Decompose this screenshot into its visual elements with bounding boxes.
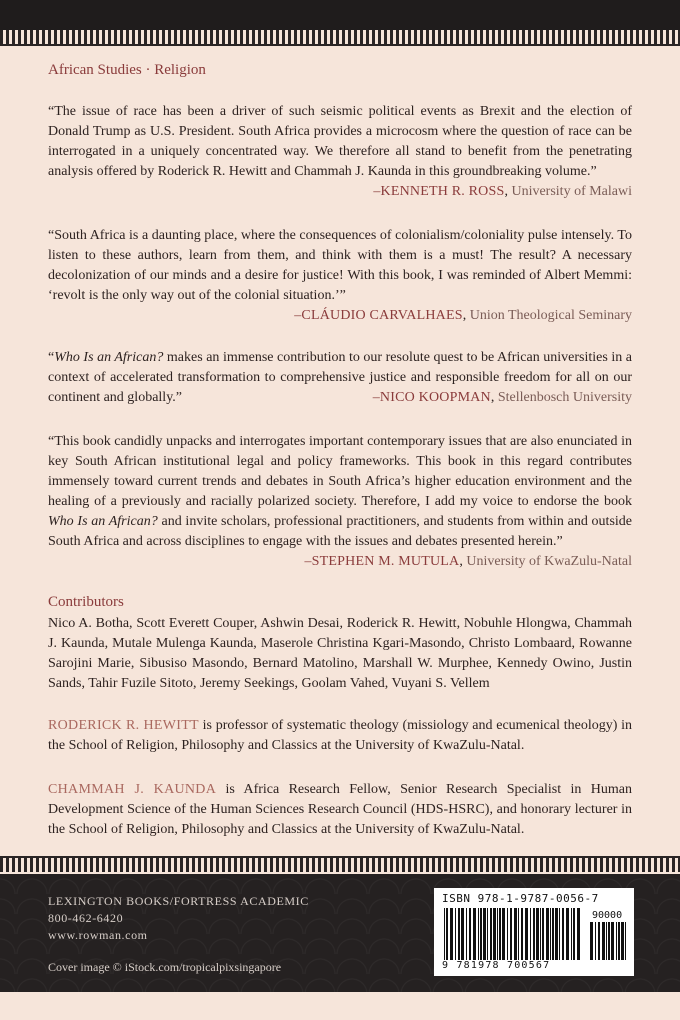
bottom-decorative-stripe [0, 858, 680, 872]
book-title: Who Is an African? [48, 514, 158, 529]
attribution-carvalhaes: –CLÁUDIO CARVALHAES, Union Theological Seminary [294, 308, 632, 323]
publisher-phone: 800-462-6420 [48, 911, 124, 925]
top-dark-band [0, 0, 680, 30]
bio-text: is professor of systematic theology (missiology and ecumenical theology) in the School of Religion, Philosophy and Classics at the University of KwaZulu-Natal. [48, 718, 632, 753]
top-decorative-stripe [0, 30, 680, 44]
quote-body: makes an immense contribution to our resolute quest to be African universities in a context of accelerated transformation to comprehensive justice and responsible freedom for all on our continent and globally.” [48, 350, 632, 405]
publisher-info [48, 893, 309, 944]
barcode-bars-icon [444, 908, 582, 960]
publisher-name: LEXINGTON BOOKS/FORTRESS ACADEMIC [48, 894, 309, 908]
bottom-light-band [0, 992, 680, 1020]
book-title: Who Is an African? [54, 350, 164, 365]
quote-body: “This book candidly unpacks and interrogates important contemporary issues that are also enunciated in key South African institutional legal and policy frameworks. This book in this regard contributes immensely toward current trends and debates in South Africa’s higher education environment and the healing of a previously and racially polarized society. Therefore, I add my voice to endorse the book [48, 434, 632, 509]
open-quote: “ [48, 350, 55, 365]
attribution-name: –CLÁUDIO CARVALHAES [294, 308, 463, 323]
bio-hewitt [48, 716, 632, 756]
quote-ross: “The issue of race has been a driver of such seismic political events as Brexit and the election of Donald Trump as U.S. President. South Africa provides a microcosm where the question of race can be interrogated in a uniquely concentrated way. We therefore all stand to benefit from the penetrating analysis offered by Roderick R. Hewitt and Chammah J. Kaunda in this groundbreaking volume.” [48, 104, 632, 179]
attribution-affiliation: Stellenbosch University [497, 390, 632, 405]
category-label: African Studies · Religion [48, 62, 206, 78]
bio-text: is Africa Research Fellow, Senior Research Specialist in Human Development Science of the Human Sciences Research Council (HDS-HSRC), and honorary lecturer in the School of Religion, Philosophy and Classics at the University of KwaZulu-Natal. [48, 782, 632, 837]
attribution-koopman: –NICO KOOPMAN, Stellenbosch University [372, 390, 632, 405]
isbn-barcode [434, 888, 634, 976]
barcode-digits: 9 781978 700567 [442, 960, 551, 971]
contributors-list: Nico A. Botha, Scott Everett Couper, Ashwin Desai, Roderick R. Hewitt, Nobuhle Hlongwa, Chammah J. Kaunda, Mutale Mulenga Kaunda, Maserole Christina Kgari-Masondo, Christo Lombaard, Rowanne Sarojini Marie, Sibusiso Masondo, Bernard Matolino, Marshall W. Murphee, Kennedy Owino, Justin Sands, Tahir Fuzile Sitoto, Jeremy Seekings, Goolam Vahed, Vuyani S. Vellem [48, 616, 632, 691]
attribution-ross: –KENNETH R. ROSS, University of Malawi [373, 184, 632, 199]
quote-mutula [48, 432, 632, 552]
addon-barcode-bars-icon [590, 922, 626, 960]
isbn-label: ISBN 978-1-9787-0056-7 [442, 892, 599, 905]
attribution-name: –NICO KOOPMAN [372, 390, 491, 405]
quote-carvalhaes: “South Africa is a daunting place, where the consequences of colonialism/coloniality pulse intensely. To listen to these authors, learn from them, and think with them is a must! The result? A necessary decolonization of our minds and a desire for justice! With this book, I was reminded of Albert Memmi: ‘revolt is the only way out of the colonial situation.’” [48, 228, 632, 303]
attribution-mutula: –STEPHEN M. MUTULA, University of KwaZulu-Natal [304, 554, 632, 569]
attribution-name: –KENNETH R. ROSS [373, 184, 505, 199]
publisher-url[interactable]: www.rowman.com [48, 928, 148, 942]
price-code: 90000 [592, 910, 623, 921]
bio-name: CHAMMAH J. KAUNDA [48, 782, 217, 797]
attribution-name: –STEPHEN M. MUTULA [304, 554, 460, 569]
top-rule [0, 44, 680, 46]
quote-body: and invite scholars, professional practitioners, and students from within and outside South Africa and across disciplines to engage with the issues and debates presented herein.” [48, 514, 632, 549]
attribution-affiliation: University of KwaZulu-Natal [466, 554, 632, 569]
bio-name: RODERICK R. HEWITT [48, 718, 199, 733]
contributors-heading: Contributors [48, 594, 124, 610]
attribution-affiliation: Union Theological Seminary [469, 308, 632, 323]
attribution-affiliation: University of Malawi [511, 184, 632, 199]
cover-image-credit: Cover image © iStock.com/tropicalpixsingapore [48, 960, 282, 974]
bio-kaunda [48, 780, 632, 840]
